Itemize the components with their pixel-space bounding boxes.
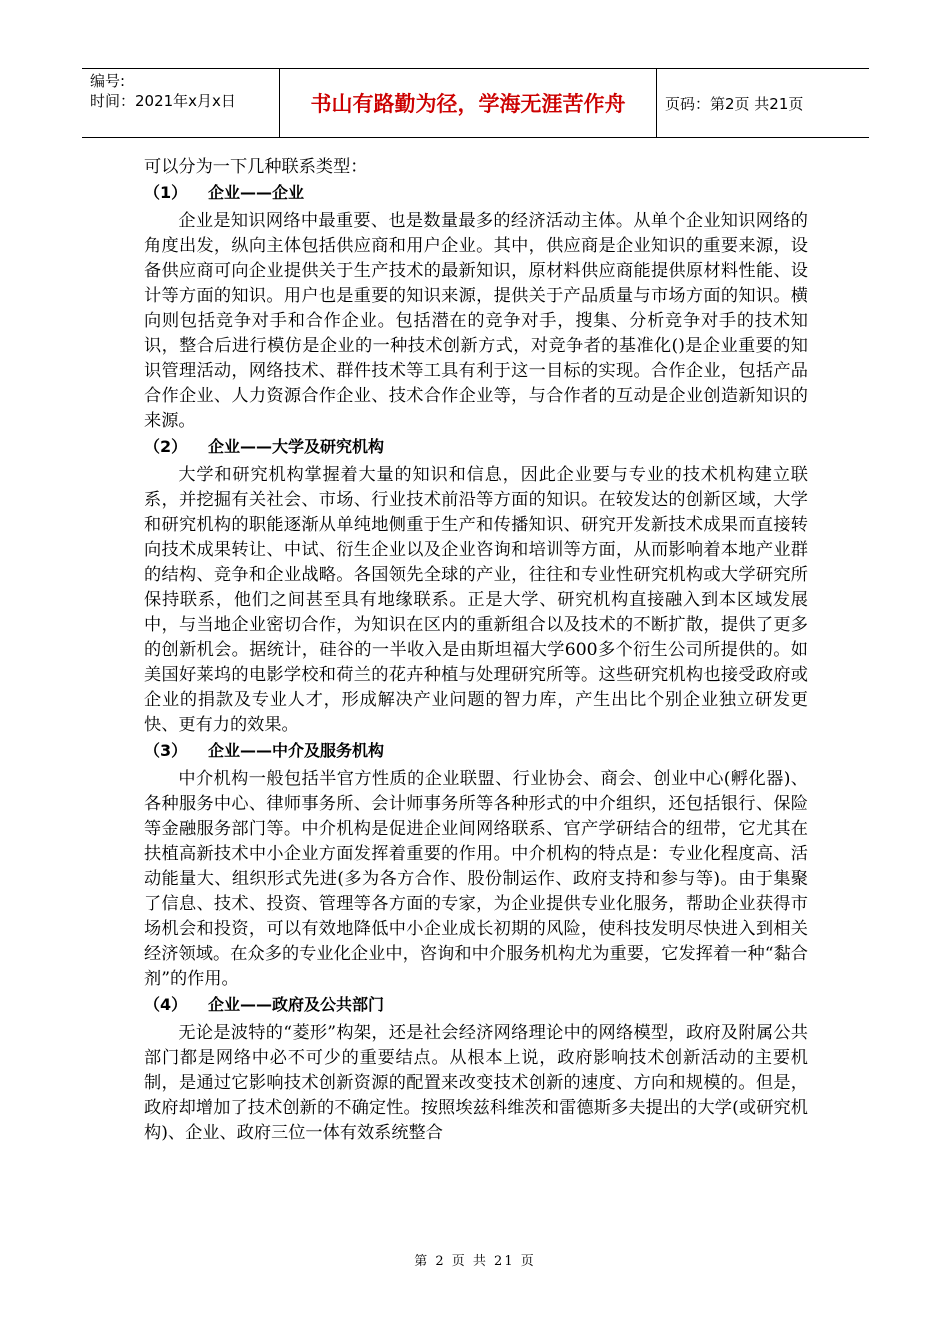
section-paragraph-4: 无论是波特的“菱形”构架，还是社会经济网络理论中的网络模型，政府及附属公共部门都是网络中必不可少的重要结点。从根本上说，政府影响技术创新活动的主要机制，是通过它影响技术创新资源的配置来改变技术创新的速度、方向和规模的。但是，政府却增加了技术创新的不确定性。按照埃兹科维茨和雷德斯多夫提出的大学(或研究机构)、企业、政府三位一体有效系统整合 [144, 1023, 808, 1143]
page-footer: 第 2 页 共 21 页 [414, 1254, 536, 1269]
header-page-label: 页码：第2页 共21页 [665, 94, 804, 113]
header-info [82, 69, 280, 137]
page-header [82, 68, 869, 138]
header-motto: 书山有路勤为径，学海无涯苦作舟 [280, 69, 657, 137]
section-number: （1） [144, 183, 188, 202]
section-heading-2 [144, 434, 808, 459]
section-number: （2） [144, 437, 188, 456]
time-label: 时间：2021年x月x日 [90, 92, 236, 110]
section-paragraph-1: 企业是知识网络中最重要、也是数量最多的经济活动主体。从单个企业知识网络的角度出发，纵向主体包括供应商和用户企业。其中，供应商是企业知识的重要来源，设备供应商可向企业提供关于生产技术的最新知识，原材料供应商能提供原材料性能、设计等方面的知识。用户也是重要的知识来源，提供关于产品质量与市场方面的知识。横向则包括竞争对手和合作企业。包括潜在的竞争对手，搜集、分析竞争对手的技术知识，整合后进行模仿是企业的一种技术创新方式，对竞争者的基准化()是企业重要的知识管理活动，网络技术、群件技术等工具有利于这一目标的实现。合作企业，包括产品合作企业、人力资源合作企业、技术合作企业等，与合作者的互动是企业创造新知识的来源。 [144, 211, 808, 431]
section-number: （4） [144, 995, 188, 1014]
section-title: 企业——中介及服务机构 [208, 741, 385, 760]
section-heading-4 [144, 992, 808, 1017]
section-heading-1 [144, 180, 808, 205]
section-title: 企业——企业 [208, 183, 305, 202]
section-title: 企业——政府及公共部门 [208, 995, 385, 1014]
section-number: （3） [144, 741, 188, 760]
serial-label: 编号: [90, 72, 126, 90]
section-heading-3 [144, 738, 808, 763]
section-paragraph-2: 大学和研究机构掌握着大量的知识和信息，因此企业要与专业的技术机构建立联系，并挖掘有关社会、市场、行业技术前沿等方面的知识。在较发达的创新区域，大学和研究机构的职能逐渐从单纯地侧重于生产和传播知识、研究开发新技术成果而直接转向技术成果转让、中试、衍生企业以及企业咨询和培训等方面，从而影响着本地产业群的结构、竞争和企业战略。各国领先全球的产业，往往和专业性研究机构或大学研究所保持联系，他们之间甚至具有地缘联系。正是大学、研究机构直接融入到本区域发展中，与当地企业密切合作，为知识在区内的重新组合以及技术的不断扩散，提供了更多的创新机会。据统计，硅谷的一半收入是由斯坦福大学600多个衍生公司所提供的。如美国好莱坞的电影学校和荷兰的花卉种植与处理研究所等。这些研究机构也接受政府或企业的捐款及专业人才，形成解决产业问题的智力库，产生出比个别企业独立研发更快、更有力的效果。 [144, 465, 808, 735]
intro-line: 可以分为一下几种联系类型： [144, 157, 368, 177]
section-paragraph-3: 中介机构一般包括半官方性质的企业联盟、行业协会、商会、创业中心(孵化器)、各种服务中心、律师事务所、会计师事务所等各种形式的中介组织，还包括银行、保险等金融服务部门等。中介机构是促进企业间网络联系、官产学研结合的纽带，它尤其在扶植高新技术中小企业方面发挥着重要的作用。中介机构的特点是：专业化程度高、活动能量大、组织形式先进(多为各方合作、股份制运作、政府支持和参与等)。由于集聚了信息、技术、投资、管理等各方面的专家，为企业提供专业化服务，帮助企业获得市场机会和投资，可以有效地降低中小企业成长初期的风险，使科技发明尽快进入到相关经济领域。在众多的专业化企业中，咨询和中介服务机构尤为重要，它发挥着一种“黏合剂”的作用。 [144, 769, 808, 989]
document-body [144, 155, 808, 1146]
section-title: 企业——大学及研究机构 [208, 437, 385, 456]
